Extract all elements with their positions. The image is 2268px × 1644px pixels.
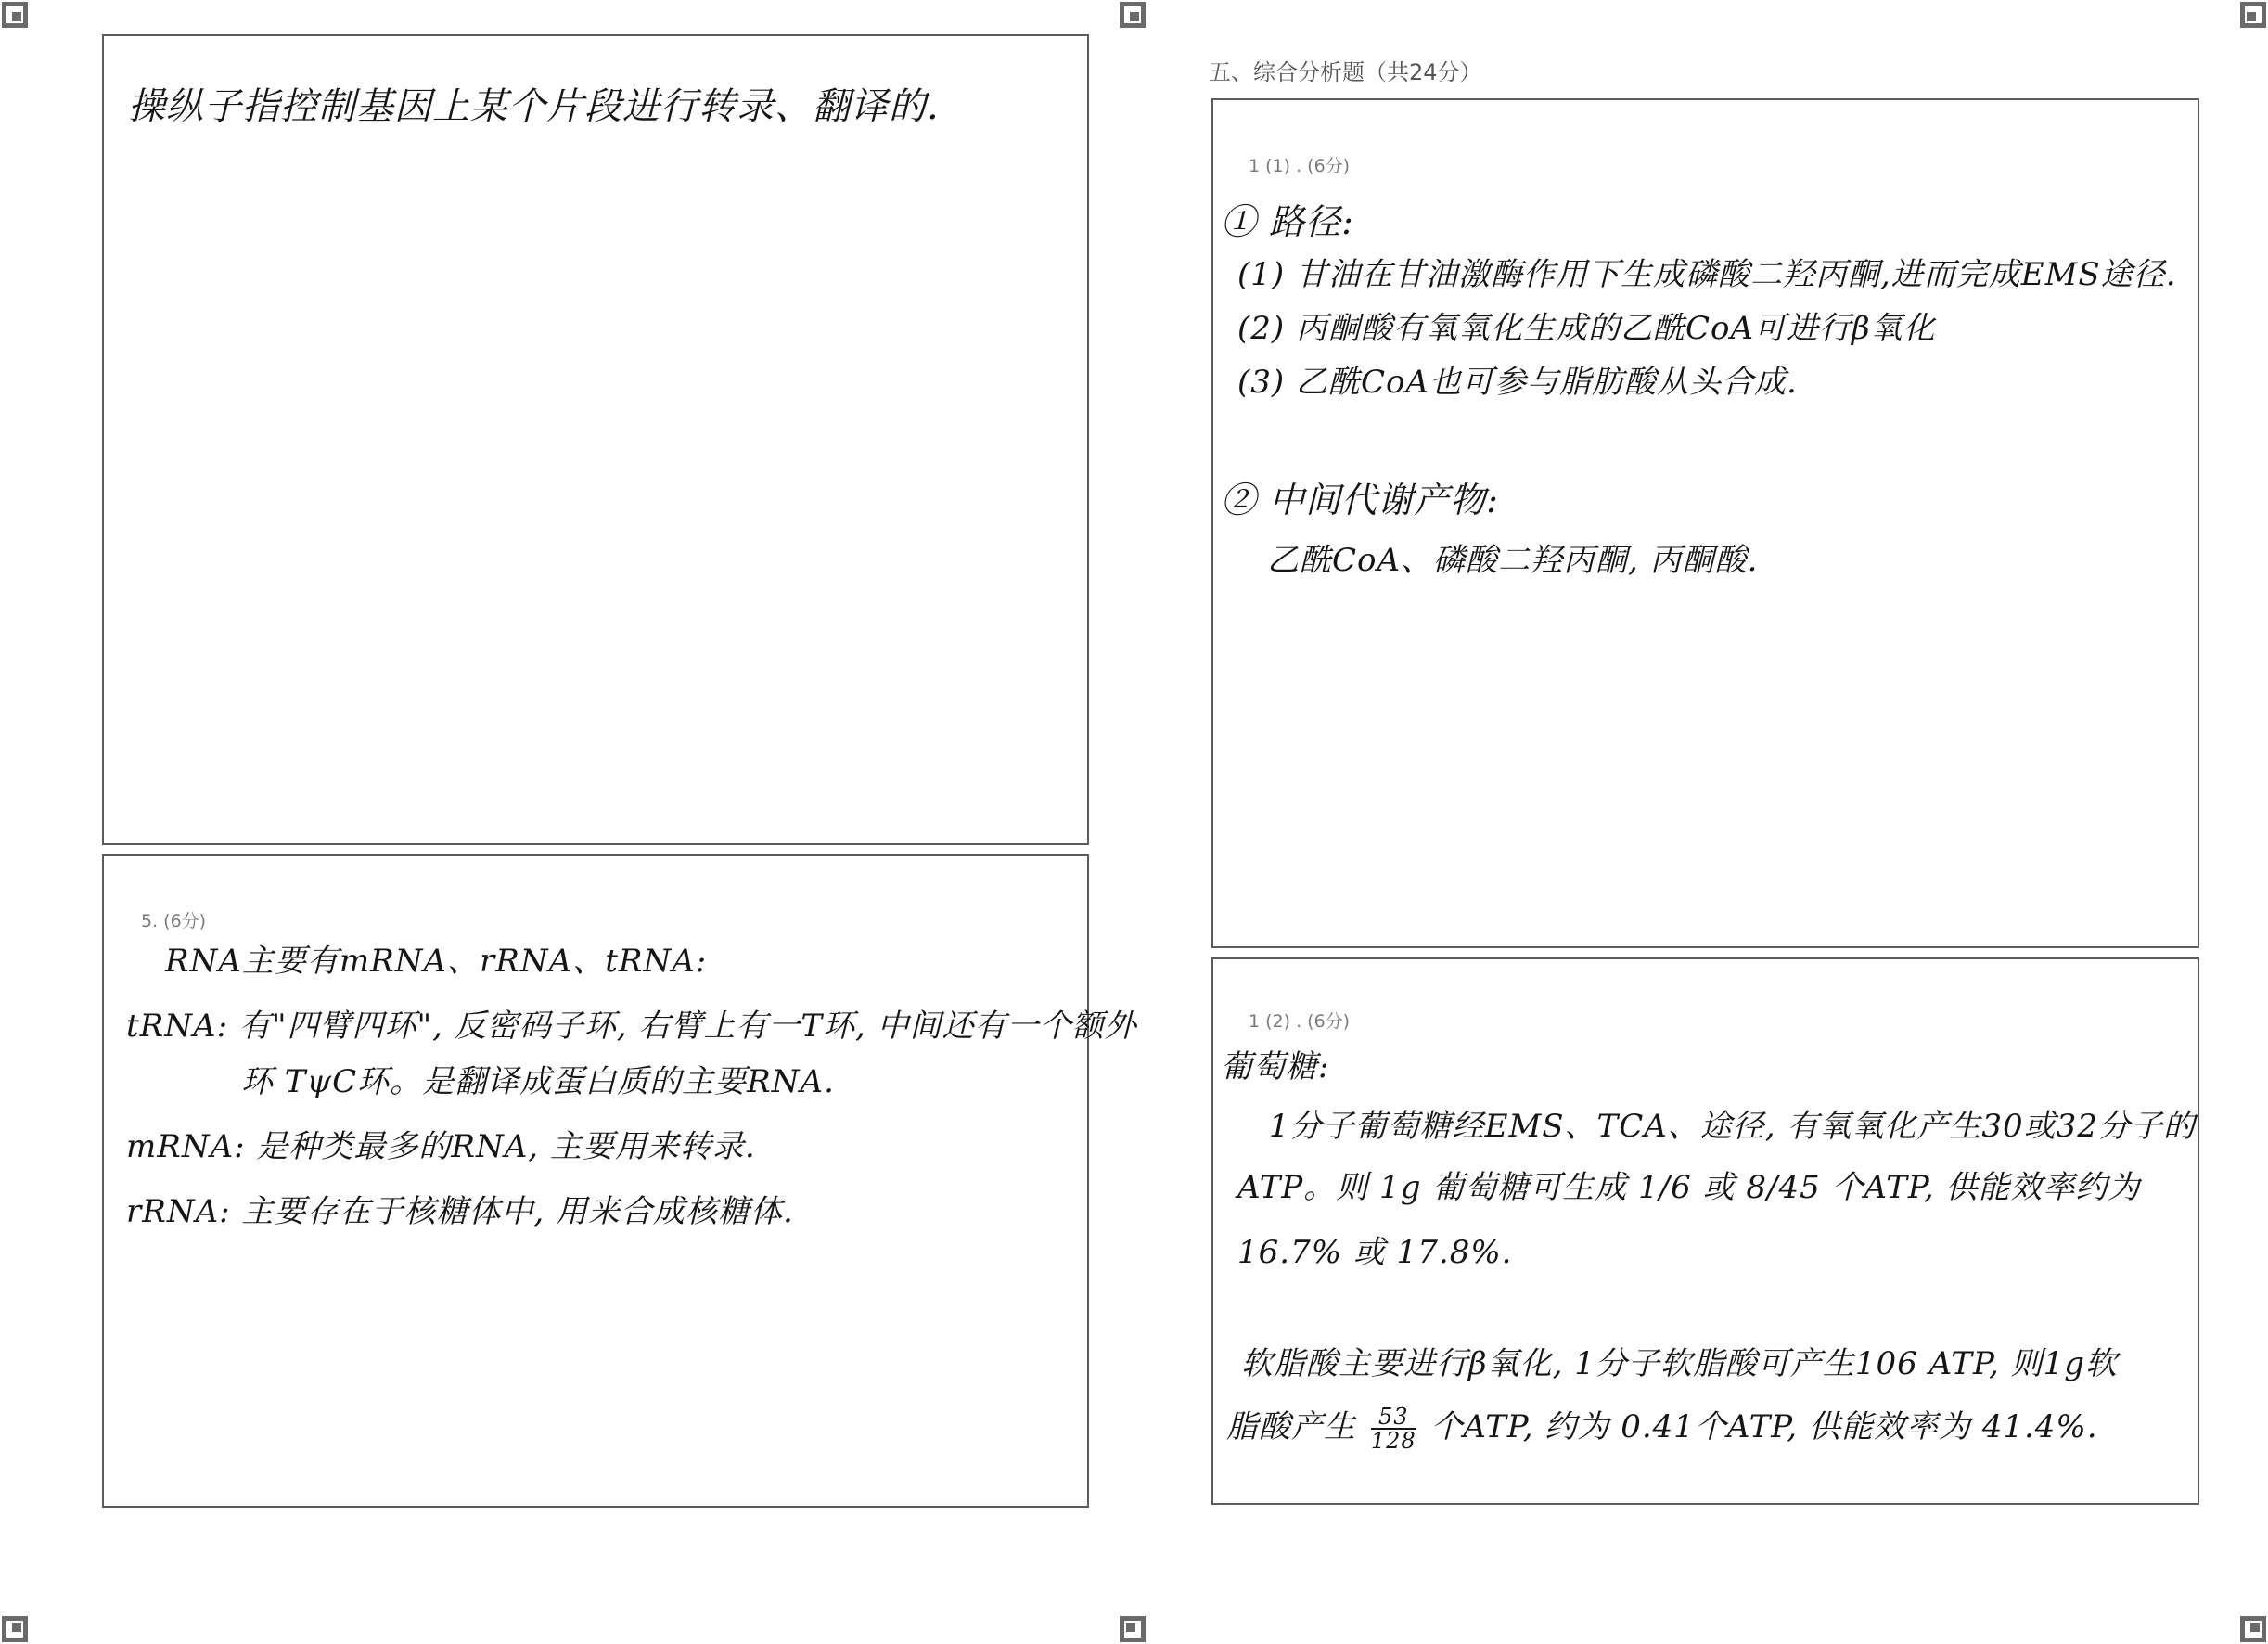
handwritten-text: 脂酸产生: [1226, 1408, 1356, 1445]
fraction-denominator: 128: [1370, 1428, 1416, 1454]
handwritten-answer-line: rRNA: 主要存在于核糖体中, 用来合成核糖体.: [126, 1193, 794, 1230]
registration-marker-bottom-left: [2, 1616, 28, 1642]
answer-box-question-1-1: [1211, 98, 2199, 948]
registration-marker-bottom-center: [1120, 1616, 1146, 1642]
answer-box-question-5: [102, 854, 1137, 1508]
handwritten-answer-line: 1分子葡萄糖经EMS、TCA、途径, 有氧氧化产生30或32分子的: [1269, 1108, 2196, 1145]
handwritten-text: 个ATP, 约为 0.41个ATP, 供能效率为 41.4%.: [1430, 1408, 2098, 1445]
handwritten-answer-line: 软脂酸主要进行β氧化, 1分子软脂酸可产生106 ATP, 则1g软: [1241, 1345, 2118, 1382]
handwritten-answer-line: (2) 丙酮酸有氧氧化生成的乙酰CoA可进行β氧化: [1237, 310, 1936, 347]
answer-box-question-1-2: [1211, 957, 2199, 1505]
handwritten-answer-line: ① 路径:: [1221, 201, 1354, 242]
handwritten-answer-line: [1226, 1401, 2098, 1452]
handwritten-answer-line: (3) 乙酰CoA也可参与脂肪酸从头合成.: [1237, 364, 1798, 401]
answer-box-left-top: [102, 34, 1089, 845]
handwritten-answer-line: 16.7% 或 17.8%.: [1237, 1234, 1513, 1271]
handwritten-answer-line: 操纵子指控制基因上某个片段进行转录、翻译的.: [128, 85, 940, 128]
handwritten-answer-line: 环 TψC环。是翻译成蛋白质的主要RNA.: [241, 1063, 835, 1100]
handwritten-answer-line: ATP。则 1g 葡萄糖可生成 1/6 或 8/45 个ATP, 供能效率约为: [1237, 1169, 2141, 1206]
question-label: 1 (2) . (6分): [1249, 1011, 1351, 1032]
question-label: 1 (1) . (6分): [1249, 156, 1351, 176]
handwritten-answer-line: tRNA: 有"四臂四环", 反密码子环, 右臂上有一T环, 中间还有一个额外: [126, 1008, 1137, 1045]
section-title: 五、综合分析题（共24分）: [1209, 59, 1482, 85]
handwritten-answer-line: RNA主要有mRNA、rRNA、tRNA:: [165, 943, 708, 980]
registration-marker-bottom-right: [2240, 1616, 2266, 1642]
handwritten-answer-line: 葡萄糖:: [1221, 1048, 1330, 1085]
registration-marker-top-right: [2240, 2, 2266, 28]
handwritten-answer-line: mRNA: 是种类最多的RNA, 主要用来转录.: [126, 1128, 756, 1165]
handwritten-answer-line: ② 中间代谢产物:: [1221, 480, 1499, 520]
handwritten-fraction: [1371, 1406, 1416, 1452]
fraction-numerator: 53: [1371, 1406, 1416, 1430]
handwritten-answer-line: 乙酰CoA、磷酸二羟丙酮, 丙酮酸.: [1267, 542, 1759, 579]
registration-marker-top-left: [2, 2, 28, 28]
handwritten-answer-line: (1) 甘油在甘油激酶作用下生成磷酸二羟丙酮,进而完成EMS途径.: [1237, 256, 2177, 293]
question-label: 5. (6分): [141, 911, 207, 931]
registration-marker-top-center: [1120, 2, 1146, 28]
